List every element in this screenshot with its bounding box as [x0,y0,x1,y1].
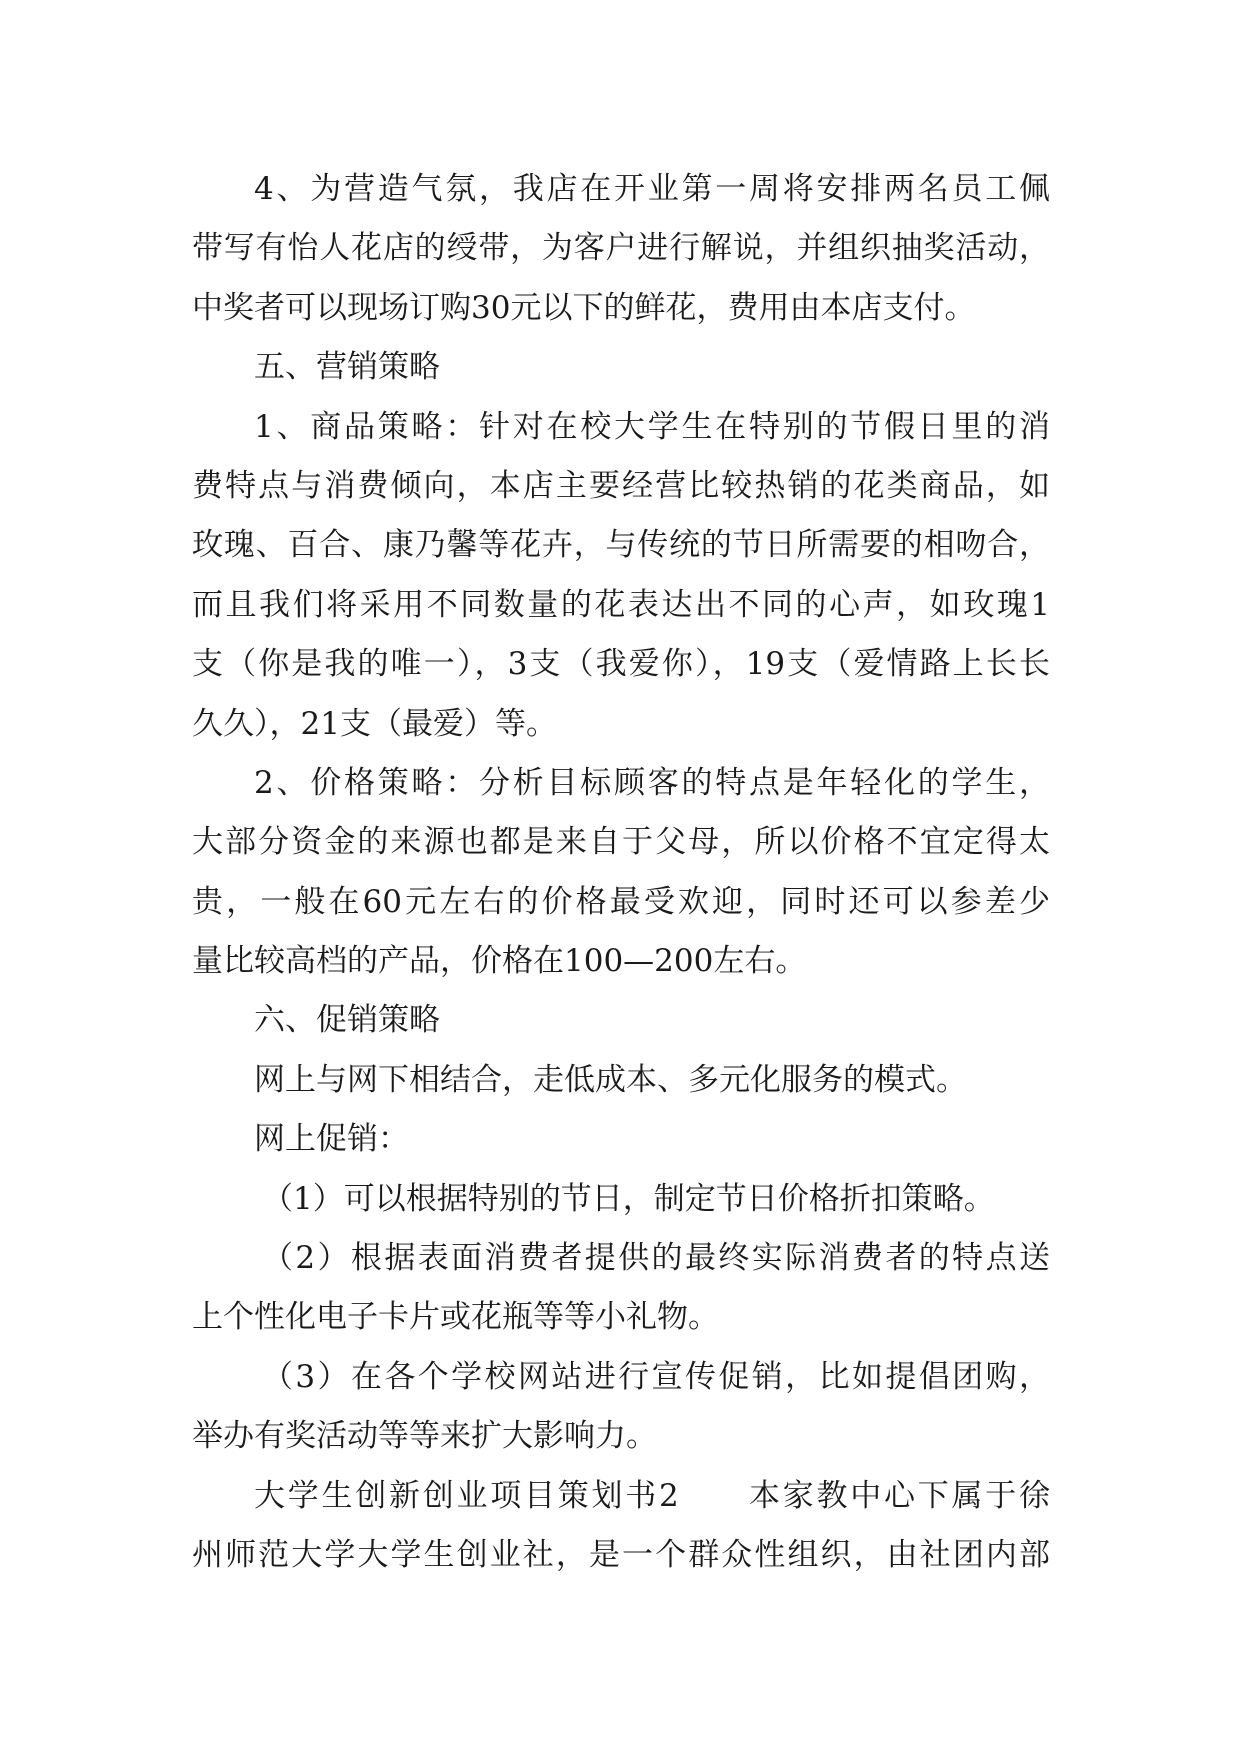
text-line: 支（你是我的唯一），3支（我爱你），19支（爱情路上长长 [192,646,1050,683]
list-item: （1）可以根据特别的节日，制定节日价格折扣策略。 [262,1180,995,1217]
text-line: 州师范大学大学生创业社，是一个群众性组织，由社团内部 [192,1536,1050,1573]
text-line: 而且我们将采用不同数量的花表达出不同的心声，如玫瑰1 [192,586,1050,623]
text-line: 网上与网下相结合，走低成本、多元化服务的模式。 [254,1061,967,1098]
text-line: 玫瑰、百合、康乃馨等花卉，与传统的节日所需要的相吻合， [192,527,1050,564]
text-line: 量比较高档的产品，价格在100—200左右。 [192,943,807,980]
section-heading: 六、促销策略 [254,1002,440,1039]
text-line: 2、价格策略：分析目标顾客的特点是年轻化的学生， [254,764,1050,801]
document-body [192,160,1050,1585]
list-item: （3）在各个学校网站进行宣传促销，比如提倡团购， [262,1358,1050,1395]
text-line: 上个性化电子卡片或花瓶等等小礼物。 [192,1299,719,1336]
text-line: 久久），21支（最爱）等。 [192,705,557,742]
text-line: 贵，一般在60元左右的价格最受欢迎，同时还可以参差少 [192,883,1050,920]
text-line: 费特点与消费倾向，本店主要经营比较热销的花类商品，如 [192,467,1050,504]
text-line: 带写有怡人花店的绶带，为客户进行解说，并组织抽奖活动， [192,230,1050,267]
text-line: 4、为营造气氛，我店在开业第一周将安排两名员工佩 [254,171,1050,207]
text-line: 大学生创新创业项目策划书2 本家教中心下属于徐 [254,1477,1050,1514]
text-line: 中奖者可以现场订购30元以下的鲜花，费用由本店支付。 [192,289,976,326]
list-item: （2）根据表面消费者提供的最终实际消费者的特点送 [262,1240,1050,1277]
text-line: 1、商品策略：针对在校大学生在特别的节假日里的消 [254,408,1050,445]
text-line: 网上促销： [254,1121,409,1158]
text-line: 大部分资金的来源也都是来自于父母，所以价格不宜定得太 [192,824,1050,861]
section-heading: 五、营销策略 [254,349,440,386]
text-line: 举办有奖活动等等来扩大影响力。 [192,1418,657,1455]
